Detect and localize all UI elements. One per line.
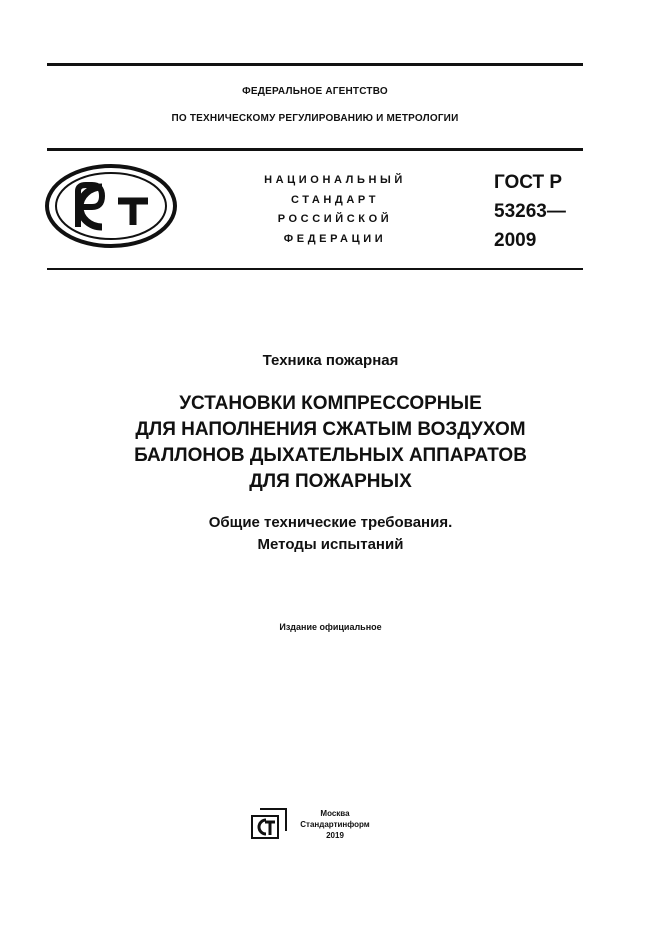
main-title-line-1: УСТАНОВКИ КОМПРЕССОРНЫЕ bbox=[179, 393, 482, 414]
document-subtitle bbox=[0, 512, 661, 556]
publisher-year: 2019 bbox=[326, 831, 344, 840]
document-subject: Техника пожарная bbox=[262, 352, 399, 369]
subtitle-line-1: Общие технические требования. bbox=[208, 514, 453, 531]
standard-title-line-3: РОССИЙСКОЙ bbox=[277, 213, 393, 225]
main-title-line-3: БАЛЛОНОВ ДЫХАТЕЛЬНЫХ АППАРАТОВ bbox=[134, 445, 527, 466]
top-rule bbox=[47, 63, 583, 66]
rst-certification-mark-icon bbox=[44, 163, 178, 249]
standard-rule bbox=[47, 268, 583, 270]
main-title-line-2: ДЛЯ НАПОЛНЕНИЯ СЖАТЫМ ВОЗДУХОМ bbox=[135, 419, 526, 440]
gost-number bbox=[494, 168, 566, 255]
document-main-title bbox=[0, 391, 661, 495]
publisher-name: Стандартинформ bbox=[300, 820, 370, 829]
publisher-block bbox=[300, 808, 370, 841]
gost-line-3: 2009 bbox=[494, 230, 537, 251]
gost-line-1: ГОСТ Р bbox=[494, 172, 563, 193]
standard-title-line-1: НАЦИОНАЛЬНЫЙ bbox=[264, 174, 406, 186]
standartinform-logo-icon bbox=[251, 808, 287, 840]
standard-title-line-2: СТАНДАРТ bbox=[290, 194, 380, 206]
standard-title-line-4: ФЕДЕРАЦИИ bbox=[283, 233, 387, 245]
gost-line-2: 53263— bbox=[494, 201, 566, 222]
header-rule bbox=[47, 148, 583, 151]
publisher-city: Москва bbox=[320, 809, 350, 818]
subtitle-line-2: Методы испытаний bbox=[257, 536, 404, 553]
agency-line-1: ФЕДЕРАЛЬНОЕ АГЕНТСТВО bbox=[242, 86, 388, 97]
edition-note: Издание официальное bbox=[279, 622, 382, 632]
agency-line-2: ПО ТЕХНИЧЕСКОМУ РЕГУЛИРОВАНИЮ И МЕТРОЛОГИИ bbox=[171, 113, 459, 124]
main-title-line-4: ДЛЯ ПОЖАРНЫХ bbox=[249, 471, 412, 492]
